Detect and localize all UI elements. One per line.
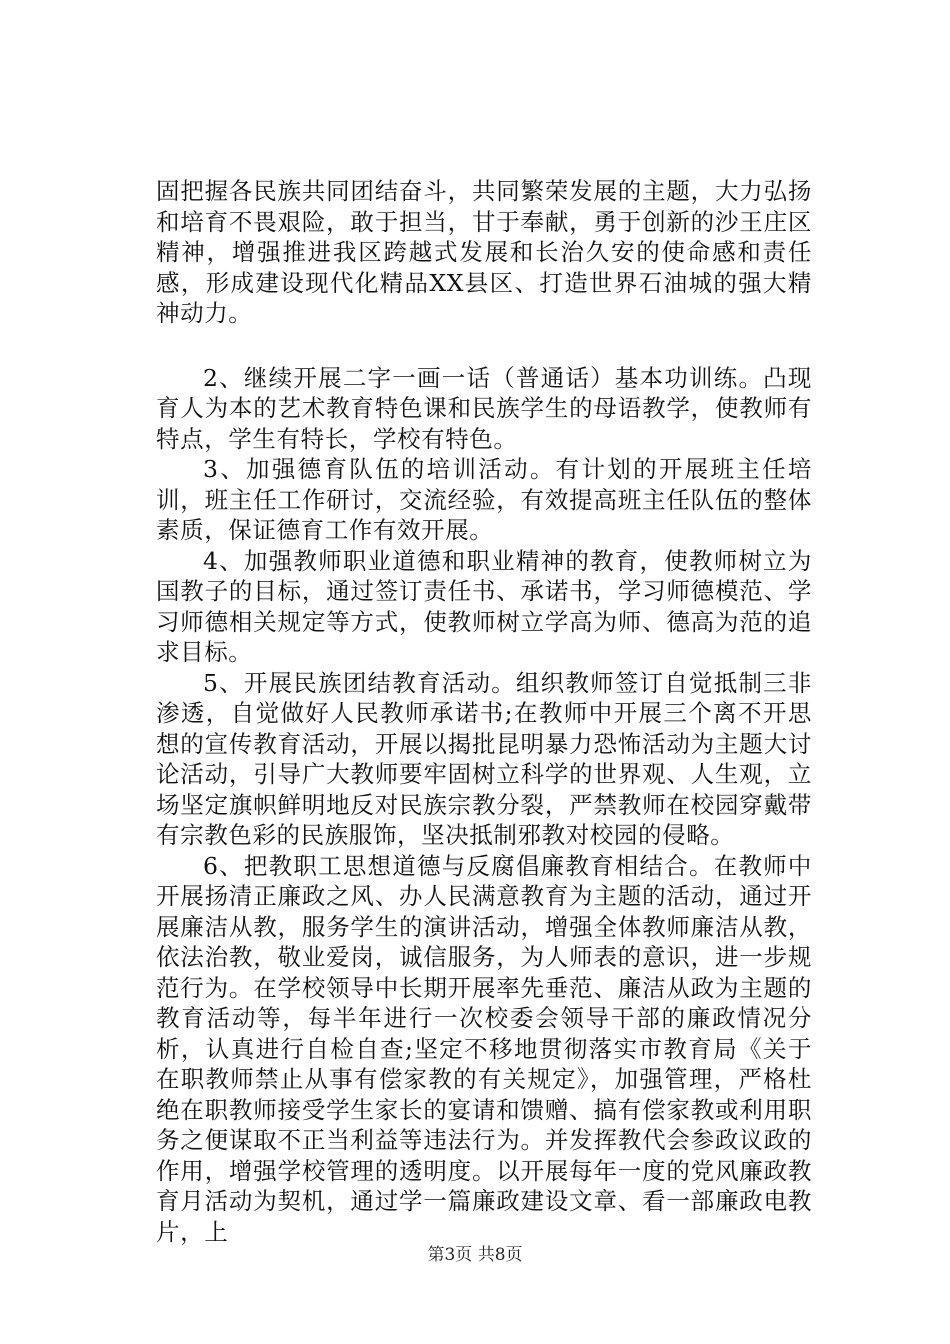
paragraph-item-5: 5、开展民族团结教育活动。组织教师签订自觉抵制三非渗透，自觉做好人民教师承诺书;在教师中开展三个离不开思想的宣传教育活动，开展以揭批昆明暴力恐怖活动为主题大讨论活动，引导广大教师要牢固树立科学的世界观、人生观，立场坚定旗帜鲜明地反对民族宗教分裂，严禁教师在校园穿戴带有宗教色彩的民族服饰，坚决抵制邪教对校园的侵略。 bbox=[156, 668, 812, 849]
document-body bbox=[156, 176, 812, 1247]
paragraph-item-3: 3、加强德育队伍的培训活动。有计划的开展班主任培训，班主任工作研讨，交流经验，有效提高班主任队伍的整体素质，保证德育工作有效开展。 bbox=[156, 455, 812, 544]
paragraph-item-6: 6、把教职工思想道德与反腐倡廉教育相结合。在教师中开展扬清正廉政之风、办人民满意教育为主题的活动，通过开展廉洁从教，服务学生的演讲活动，增强全体教师廉洁从教，依法治教，敬业爱岗，诚信服务，为人师表的意识，进一步规范行为。在学校领导中长期开展率先垂范、廉洁从政为主题的教育活动等，每半年进行一次校委会领导干部的廉政情况分析，认真进行自检自查;坚定不移地贯彻落实市教育局《关于在职教师禁止从事有偿家教的有关规定》，加强管理，严格杜绝在职教师接受学生家长的宴请和馈赠、搞有偿家教或利用职务之便谋取不正当利益等违法行为。并发挥教代会参政议政的作用，增强学校管理的透明度。以开展每年一度的党风廉政教育月活动为契机，通过学一篇廉政建设文章、看一部廉政电教片，上 bbox=[156, 851, 812, 1246]
paragraph-item-4: 4、加强教师职业道德和职业精神的教育，使教师树立为国教子的目标，通过签订责任书、承诺书，学习师德模范、学习师德相关规定等方式，使教师树立学高为师、德高为范的追求目标。 bbox=[156, 546, 812, 666]
paragraph-item-2: 2、继续开展二字一画一话（普通话）基本功训练。凸现育人为本的艺术教育特色课和民族学生的母语教学，使教师有特点，学生有特长，学校有特色。 bbox=[156, 363, 812, 453]
paragraph-continuation: 固把握各民族共同团结奋斗，共同繁荣发展的主题，大力弘扬和培育不畏艰险，敢于担当，甘于奉献，勇于创新的沙王庄区精神，增强推进我区跨越式发展和长治久安的使命感和责任感，形成建设现代化精品XX县区、打造世界石油城的强大精神动力。 bbox=[156, 177, 812, 327]
page-number-footer: 第3页 共8页 bbox=[427, 1245, 523, 1265]
